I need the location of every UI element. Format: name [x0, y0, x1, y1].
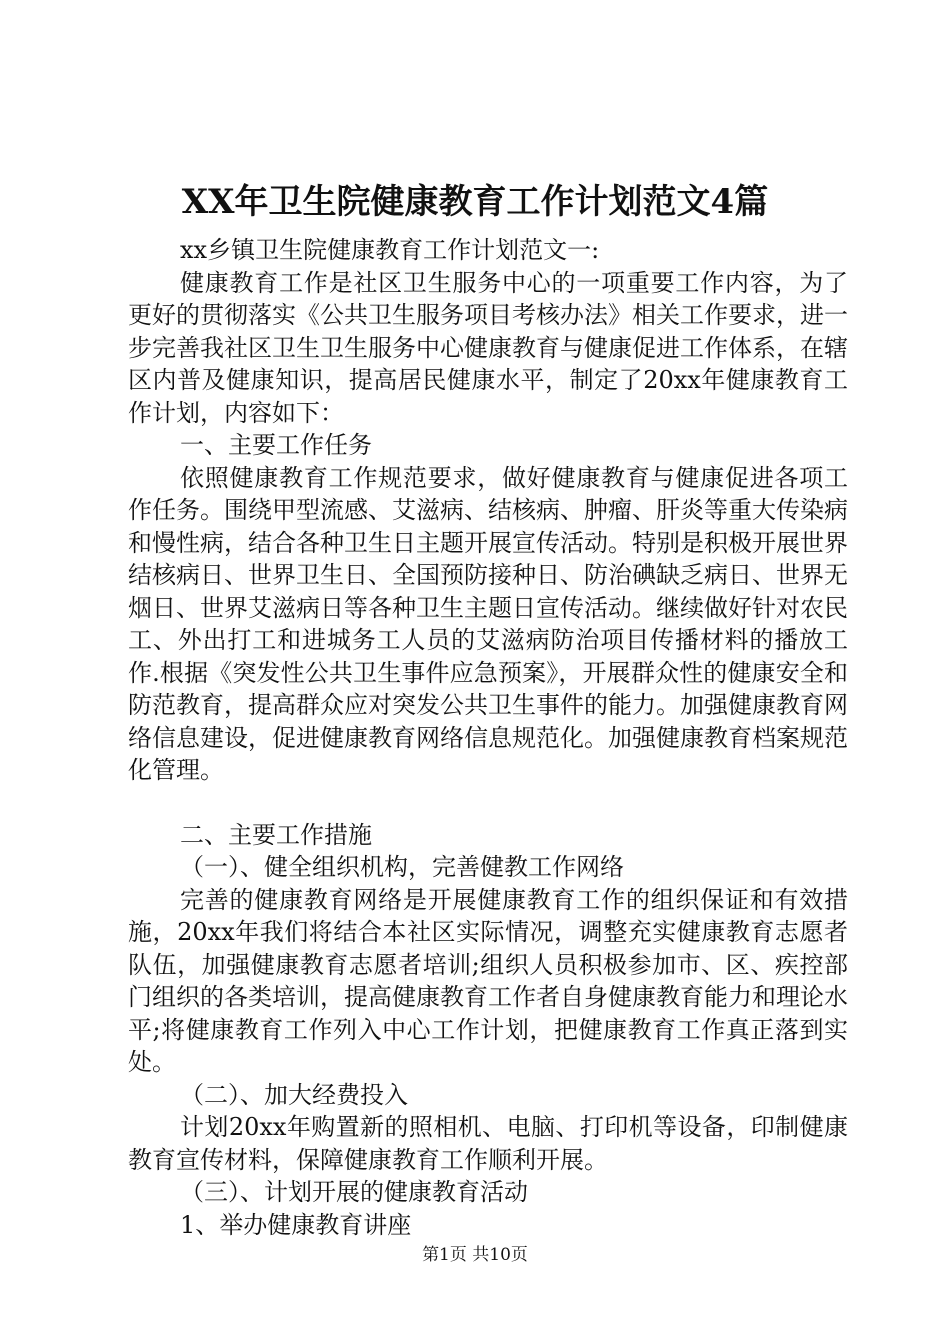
paragraph-intro-heading: xx乡镇卫生院健康教育工作计划范文一: — [180, 236, 600, 264]
section-heading-main-measures: 二、主要工作措施 — [180, 820, 372, 849]
document-title: XX年卫生院健康教育工作计划范文4篇 — [181, 182, 769, 222]
document-body — [128, 234, 848, 1241]
subheading-activities: （三）、计划开展的健康教育活动 — [180, 1178, 528, 1206]
paragraph-funding: 计划20xx年购置新的照相机、电脑、打印机等设备，印制健康教育宣传材料，保障健康教育工作顺利开展。 — [128, 1113, 848, 1174]
subheading-organization: （一）、健全组织机构，完善健教工作网络 — [180, 853, 624, 881]
paragraph-intro: 健康教育工作是社区卫生服务中心的一项重要工作内容，为了更好的贯彻落实《公共卫生服务项目考核办法》相关工作要求，进一步完善我社区卫生卫生服务中心健康教育与健康促进工作体系，在辖区内普及健康知识，提高居民健康水平，制定了20xx年健康教育工作计划，内容如下： — [128, 268, 848, 427]
section-heading-main-tasks: 一、主要工作任务 — [180, 431, 372, 459]
subheading-funding: （二）、加大经费投入 — [180, 1080, 408, 1109]
page-footer: 第1页 共10页 — [422, 1245, 528, 1265]
list-item-lectures: 1、举办健康教育讲座 — [180, 1210, 412, 1239]
paragraph-organization: 完善的健康教育网络是开展健康教育工作的组织保证和有效措施，20xx年我们将结合本社区实际情况，调整充实健康教育志愿者队伍，加强健康教育志愿者培训;组织人员积极参加市、区、疾控部门组织的各类培训，提高健康教育工作者自身健康教育能力和理论水平;将健康教育工作列入中心工作计划，把健康教育工作真正落到实处。 — [128, 885, 848, 1076]
paragraph-main-tasks: 依照健康教育工作规范要求，做好健康教育与健康促进各项工作任务。围绕甲型流感、艾滋病、结核病、肿瘤、肝炎等重大传染病和慢性病，结合各种卫生日主题开展宣传活动。特别是积极开展世界结核病日、世界卫生日、全国预防接种日、防治碘缺乏病日、世界无烟日、世界艾滋病日等各种卫生主题日宣传活动。继续做好针对农民工、外出打工和进城务工人员的艾滋病防治项目传播材料的播放工作.根据《突发性公共卫生事件应急预案》，开展群众性的健康安全和防范教育，提高群众应对突发公共卫生事件的能力。加强健康教育网络信息建设，促进健康教育网络信息规范化。加强健康教育档案规范化管理。 — [128, 463, 848, 784]
